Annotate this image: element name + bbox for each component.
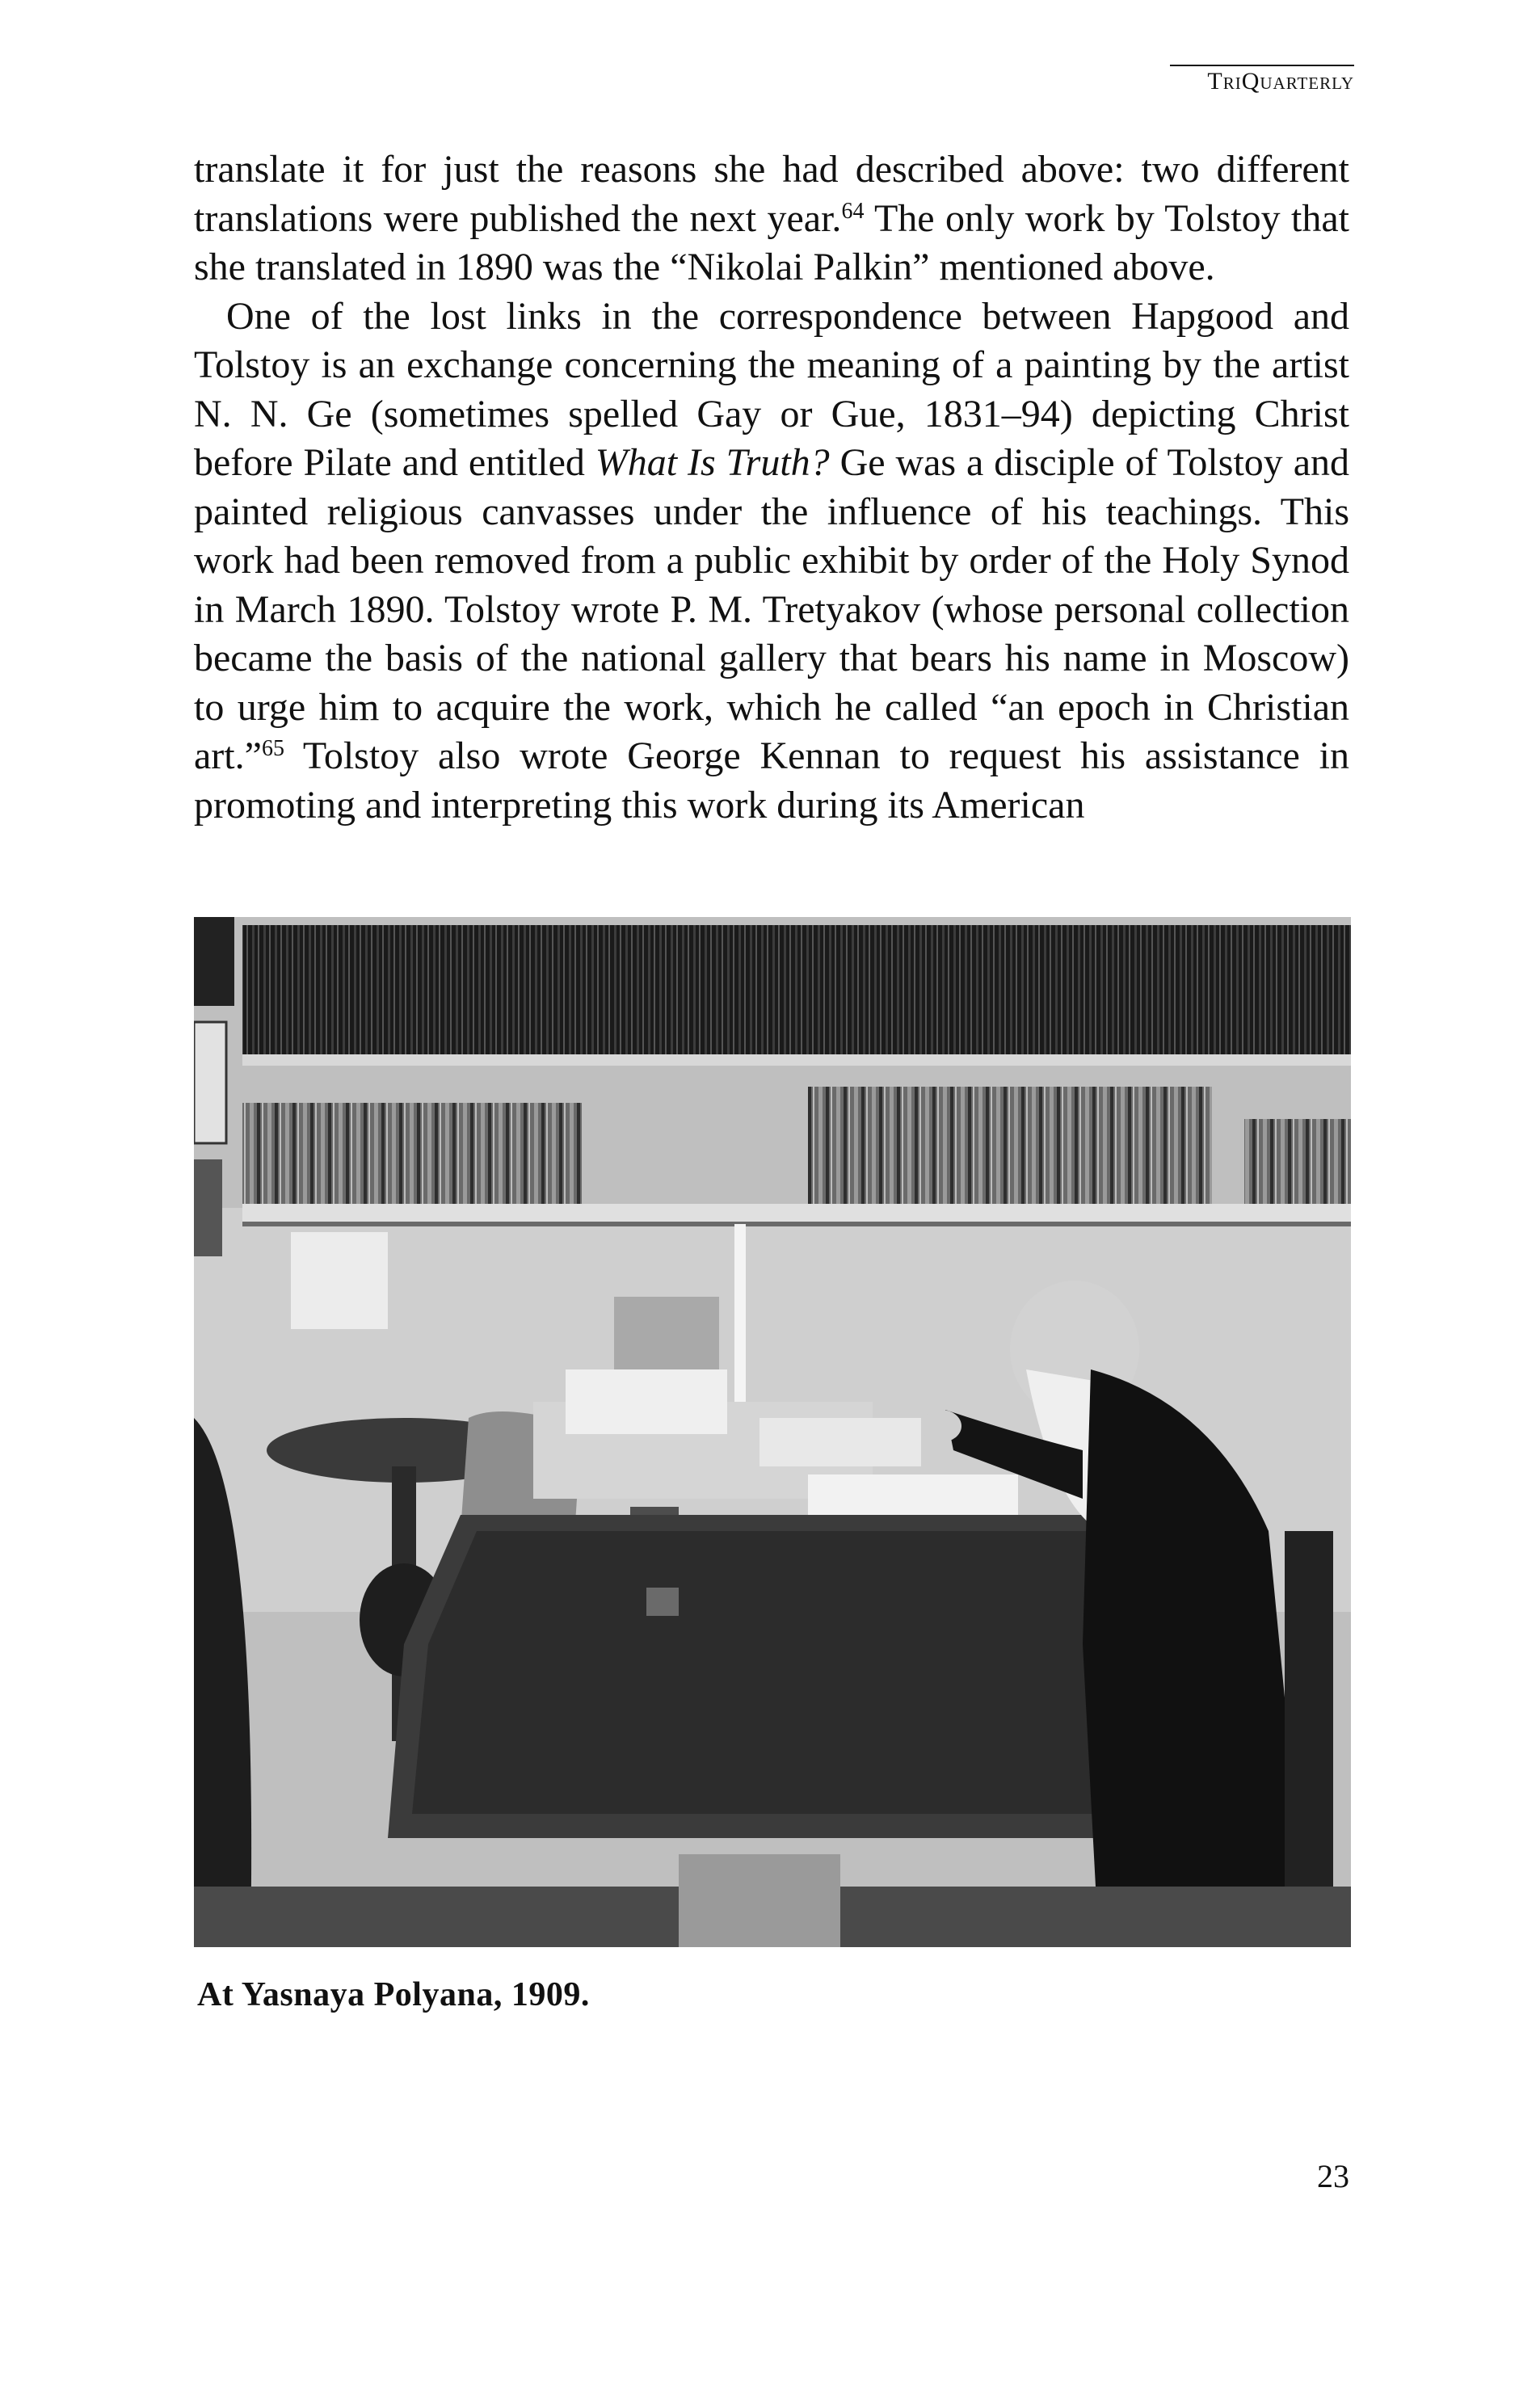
painting-title: What Is Truth? xyxy=(595,441,830,484)
running-head-rule xyxy=(1170,65,1354,66)
photograph xyxy=(194,917,1351,1947)
body-text xyxy=(194,145,1349,830)
p2-text-c: Tolstoy also wrote George Kennan to request his assistance in promoting and interpreting this work during its American xyxy=(194,734,1349,827)
p1-text-b: The only work by Tolstoy that she translated in 1890 was the “Nikolai Palkin” mentioned above. xyxy=(194,196,1350,288)
p1-text-a: translate it for just the reasons she had described above: two different translations were published the next year. xyxy=(194,148,1349,240)
paragraph-2 xyxy=(194,292,1349,831)
figure-caption: At Yasnaya Polyana, 1909. xyxy=(197,1976,590,2013)
footnote-ref-64: 64 xyxy=(841,198,865,224)
paragraph-1 xyxy=(194,145,1349,292)
p2-text-a: One of the lost links in the correspondence between Hapgood and Tolstoy is an exchange concerning the meaning of a painting by the artist N. N. Ge (sometimes spelled Gay or Gue, 1831–94) depicting Christ before Pilate and entitled xyxy=(194,294,1349,484)
p2-text-b: Ge was a disciple of Tolstoy and painted religious canvasses under the influence of his teachings. This work had been removed from a public exhibit by order of the Holy Synod in March 1890. Tolstoy wrote P. M. Tretyakov (whose personal collection became the basis of the national gallery that bears his name in Moscow) to urge him to acquire the work, which he called “an epoch in Christian art.” xyxy=(194,441,1350,777)
footnote-ref-65: 65 xyxy=(261,736,284,761)
running-head: TriQuarterly xyxy=(1207,68,1354,95)
page-number: 23 xyxy=(1317,2158,1349,2194)
